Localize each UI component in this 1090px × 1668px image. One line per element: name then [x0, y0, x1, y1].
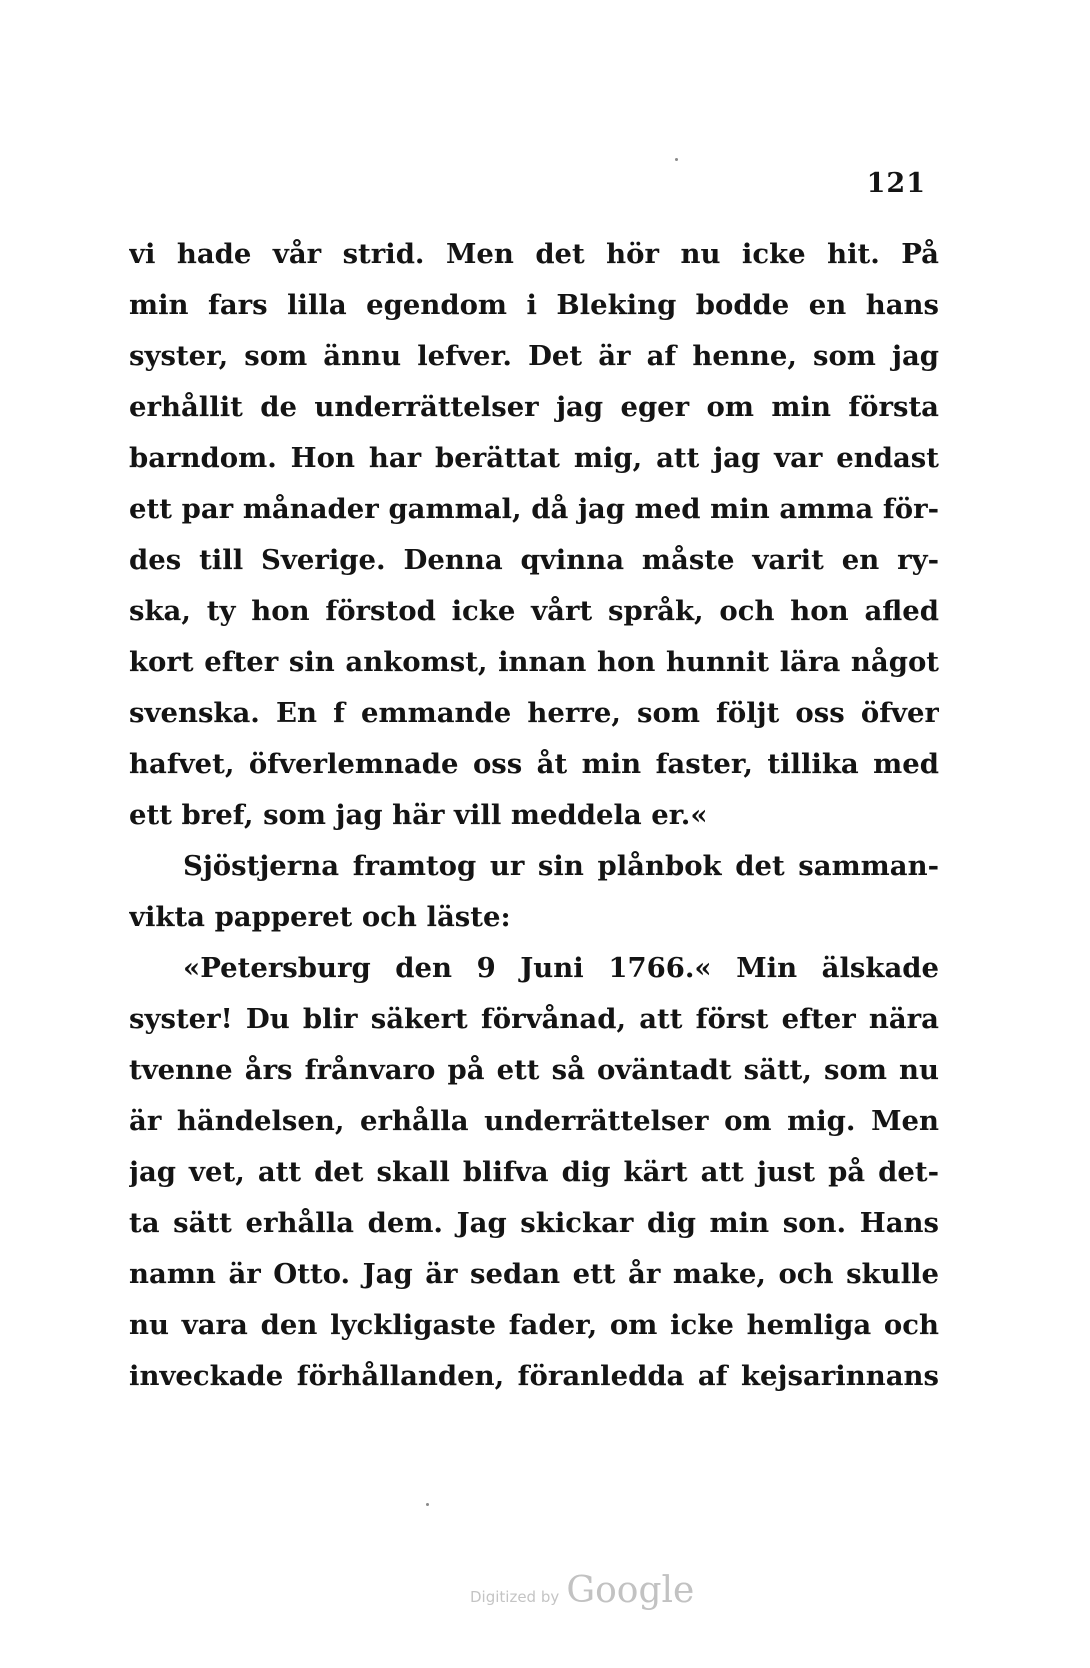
text-line: syster! Du blir säkert förvånad, att först efter nära: [129, 1003, 939, 1035]
watermark-digitized-label: Digitized by: [470, 1588, 560, 1606]
digitized-by-google-watermark: [470, 1570, 710, 1620]
text-line: min fars lilla egendom i Bleking bodde en hans: [129, 289, 939, 321]
text-line: «Petersburg den 9 Juni 1766.« Min älskade: [183, 952, 939, 984]
text-line: ska, ty hon förstod icke vårt språk, och hon afled: [129, 595, 939, 627]
text-line: barndom. Hon har berättat mig, att jag var endast: [129, 442, 939, 474]
google-logo: Google: [566, 1570, 695, 1611]
text-line: vi hade vår strid. Men det hör nu icke hit. På: [129, 238, 939, 270]
text-line: kort efter sin ankomst, innan hon hunnit lära något: [129, 646, 939, 678]
text-line: Sjöstjerna framtog ur sin plånbok det samman-: [183, 850, 939, 882]
text-line: syster, som ännu lefver. Det är af henne, som jag: [129, 340, 939, 372]
text-line: erhållit de underrättelser jag eger om min första: [129, 391, 939, 423]
paper-speck: [675, 158, 678, 161]
text-line: jag vet, att det skall blifva dig kärt att just på det-: [129, 1156, 939, 1188]
text-line: hafvet, öfverlemnade oss åt min faster, tillika med: [129, 748, 939, 780]
text-line: ta sätt erhålla dem. Jag skickar dig min son. Hans: [129, 1207, 939, 1239]
text-line: är händelsen, erhålla underrättelser om mig. Men: [129, 1105, 939, 1137]
text-line: namn är Otto. Jag är sedan ett år make, och skulle: [129, 1258, 939, 1290]
text-line: ett bref, som jag här vill meddela er.«: [129, 799, 708, 831]
text-line: nu vara den lyckligaste fader, om icke hemliga och: [129, 1309, 939, 1341]
body-text: [129, 229, 939, 1402]
paper-speck: [426, 1503, 429, 1506]
text-line: ett par månader gammal, då jag med min amma för-: [129, 493, 939, 525]
text-line: inveckade förhållanden, föranledda af kejsarinnans: [129, 1360, 939, 1392]
text-line: vikta papperet och läste:: [129, 901, 511, 933]
text-line: svenska. En f emmande herre, som följt oss öfver: [129, 697, 939, 729]
page-number: 121: [866, 168, 926, 199]
text-line: des till Sverige. Denna qvinna måste varit en ry-: [129, 544, 939, 576]
text-line: tvenne års frånvaro på ett så oväntadt sätt, som nu: [129, 1054, 939, 1086]
